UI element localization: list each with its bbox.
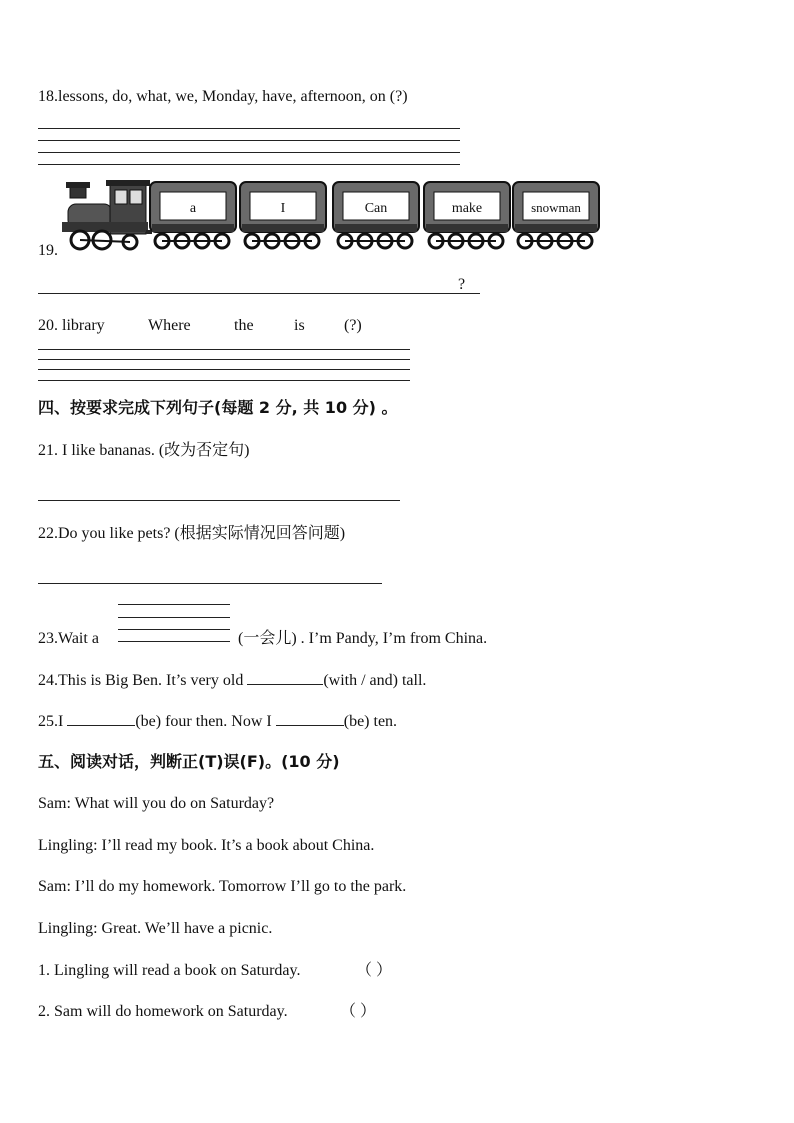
- answer-line[interactable]: [38, 140, 460, 141]
- dialogue-line: Lingling: I’ll read my book. It’s a book about China.: [38, 837, 375, 854]
- train-car-word: I: [280, 201, 286, 216]
- answer-line[interactable]: [38, 128, 460, 129]
- question-20-number: 20.: [38, 317, 58, 334]
- blank-field[interactable]: [67, 711, 135, 726]
- train-illustration: [60, 178, 605, 256]
- question-21: 21. I like bananas. (改为否定句): [38, 442, 250, 459]
- question-24: 24.This is Big Ben. It’s very old (with / and) tall.: [38, 672, 427, 689]
- blank-field[interactable]: [247, 670, 323, 685]
- word-the: the: [234, 317, 254, 334]
- answer-line[interactable]: [38, 152, 460, 153]
- answer-line[interactable]: [38, 500, 400, 501]
- dialogue-line: Sam: What will you do on Saturday?: [38, 795, 275, 812]
- answer-line[interactable]: [38, 583, 382, 584]
- train-car-word: make: [451, 201, 483, 216]
- question-23-start: 23.Wait a: [38, 630, 99, 647]
- question-19-number: 19.: [38, 242, 58, 259]
- question-23-end: (一会儿) . I’m Pandy, I’m from China.: [238, 630, 488, 647]
- word-is: is: [294, 317, 305, 334]
- answer-line[interactable]: [118, 629, 230, 630]
- blank-field[interactable]: [276, 711, 344, 726]
- train-car-word: Can: [364, 201, 388, 216]
- answer-line[interactable]: [38, 293, 480, 294]
- dialogue-line: Sam: I’ll do my homework. Tomorrow I’ll go to the park.: [38, 878, 407, 895]
- train-car: [513, 182, 599, 248]
- train-car: [424, 182, 510, 248]
- answer-line[interactable]: [38, 164, 460, 165]
- judgement-1: 1. Lingling will read a book on Saturday.: [38, 962, 301, 979]
- answer-parenthesis[interactable]: （ ）: [356, 962, 393, 979]
- train-car: [150, 182, 236, 248]
- question-25: 25.I (be) four then. Now I (be) ten.: [38, 713, 398, 730]
- question-mark-hint: (?): [344, 317, 362, 334]
- dialogue-line: Lingling: Great. We’ll have a picnic.: [38, 920, 273, 937]
- train-car: [333, 182, 419, 248]
- answer-line[interactable]: [38, 380, 410, 381]
- answer-line[interactable]: [38, 359, 410, 360]
- answer-line[interactable]: [118, 604, 230, 605]
- question-22: 22.Do you like pets? (根据实际情况回答问题): [38, 525, 346, 542]
- answer-line[interactable]: [38, 369, 410, 370]
- section-4-heading: 四、按要求完成下列句子(每题 2 分, 共 10 分) 。: [38, 398, 398, 417]
- answer-line[interactable]: [118, 617, 230, 618]
- train-car: [240, 182, 326, 248]
- word-library: library: [62, 317, 105, 334]
- locomotive-icon: [62, 180, 150, 249]
- answer-line[interactable]: [38, 349, 410, 350]
- word-where: Where: [148, 317, 191, 334]
- train-car-word: snowman: [531, 200, 581, 215]
- answer-line[interactable]: [118, 641, 230, 642]
- train-car-word: a: [189, 201, 197, 216]
- question-mark: ?: [458, 276, 466, 293]
- section-5-heading: 五、阅读对话，判断正(T)误(F)。(10 分): [38, 752, 340, 771]
- question-18: 18.lessons, do, what, we, Monday, have, afternoon, on (?): [38, 88, 408, 105]
- judgement-2: 2. Sam will do homework on Saturday.: [38, 1003, 288, 1020]
- answer-parenthesis[interactable]: （ ）: [340, 1003, 377, 1020]
